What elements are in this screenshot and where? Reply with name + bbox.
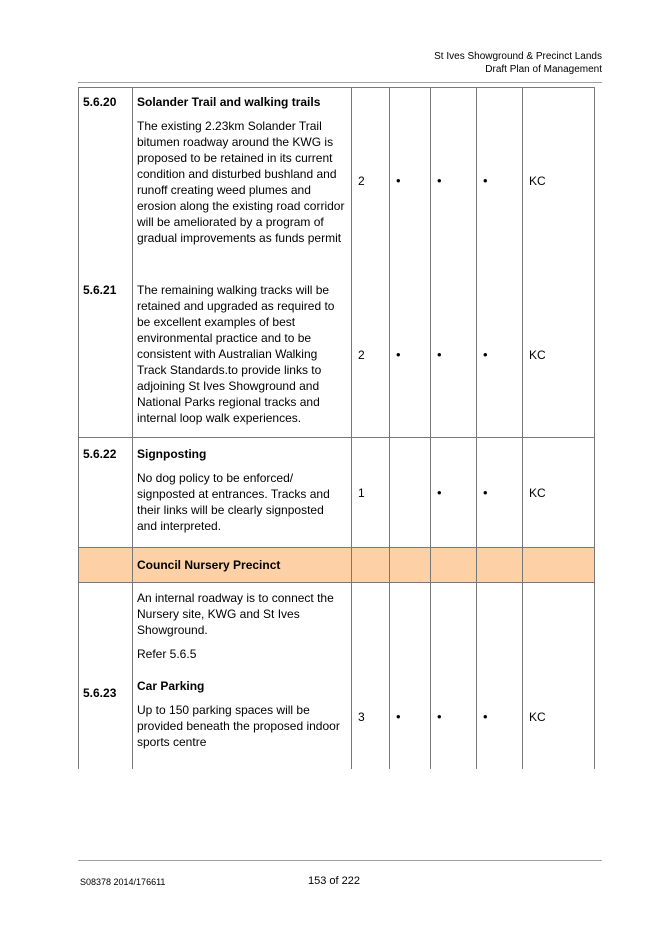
row-description: The remaining walking tracks will be retained and upgraded as required to be excellent examples of best environmental practice and to be consistent with Australian Walking Track Standards.to provide links to adjoining St Ives Showground and National Parks regional tracks and internal loop walk experiences. [137, 282, 335, 425]
row-description: No dog policy to be enforced/ signposted at entrances. Tracks and their links will be clearly signposted and interpreted. [137, 471, 330, 533]
bullet-mark: • [477, 274, 523, 438]
header-title: St Ives Showground & Precinct Lands [434, 51, 602, 62]
page-number: 153 of 222 [308, 875, 360, 887]
table-row [79, 583, 595, 769]
section-row [79, 548, 595, 583]
bullet-mark: • [390, 583, 431, 769]
row-title: Car Parking [137, 679, 205, 693]
bullet-mark: • [477, 438, 523, 548]
row-title: Signposting [137, 447, 207, 461]
row-number: 5.6.22 [79, 438, 133, 548]
bullet-mark [390, 438, 431, 548]
responsibility-value: KC [523, 274, 595, 438]
responsibility-value: KC [523, 88, 595, 274]
row-intro: An internal roadway is to connect the Nursery site, KWG and St Ives Showground. [137, 591, 334, 637]
responsibility-value: KC [523, 583, 595, 769]
bullet-mark: • [431, 88, 477, 274]
document-header [434, 50, 602, 76]
priority-value: 2 [352, 274, 390, 438]
header-rule [78, 82, 602, 83]
bullet-mark: • [431, 438, 477, 548]
table-row [79, 274, 595, 438]
priority-value: 3 [352, 583, 390, 769]
bullet-mark: • [477, 583, 523, 769]
bullet-mark: • [431, 583, 477, 769]
row-description: Up to 150 parking spaces will be provided beneath the proposed indoor sports centre [137, 703, 340, 749]
row-number: 5.6.23 [79, 583, 133, 769]
management-table [78, 87, 595, 769]
row-description: The existing 2.23km Solander Trail bitumen roadway around the KWG is proposed to be retained in its current condition and disturbed bushland and runoff creating weed plumes and erosion along the existing road corridor will be ameliorated by a program of gradual improvements as funds permit [137, 119, 345, 245]
row-number: 5.6.21 [79, 274, 133, 438]
row-reference: Refer 5.6.5 [137, 647, 197, 661]
row-number: 5.6.20 [79, 88, 133, 274]
table-row [79, 438, 595, 548]
bullet-mark: • [477, 88, 523, 274]
bullet-mark: • [390, 88, 431, 274]
section-title: Council Nursery Precinct [137, 558, 281, 572]
priority-value: 2 [352, 88, 390, 274]
row-title: Solander Trail and walking trails [137, 95, 321, 109]
responsibility-value: KC [523, 438, 595, 548]
document-reference: S08378 2014/176611 [80, 877, 166, 887]
header-subtitle: Draft Plan of Management [485, 64, 602, 75]
priority-value: 1 [352, 438, 390, 548]
footer-rule [78, 860, 602, 861]
bullet-mark: • [431, 274, 477, 438]
bullet-mark: • [390, 274, 431, 438]
table-row [79, 88, 595, 274]
